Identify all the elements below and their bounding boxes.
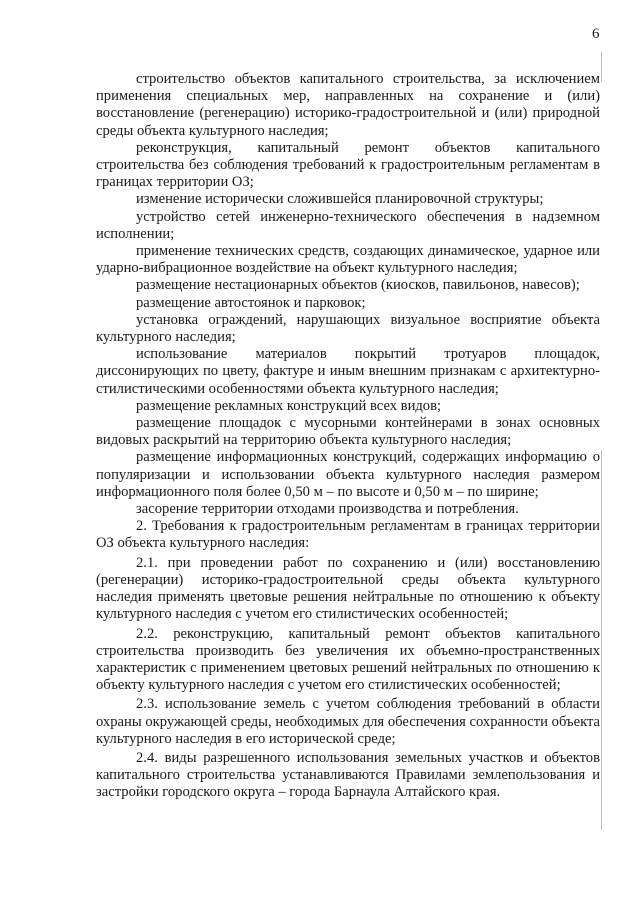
paragraph: установка ограждений, нарушающих визуальное восприятие объекта культурного наследия; (96, 311, 600, 346)
paragraph: размещение нестационарных объектов (киосков, павильонов, навесов); (136, 277, 580, 294)
paragraph: использование материалов покрытий тротуаров площадок, диссонирующих по цвету, фактуре и иным внешним признакам с архитектурно-стилистическими особенностями объекта культурного наследия; (96, 346, 600, 397)
paragraph: 2.2. реконструкцию, капитальный ремонт объектов капитального строительства производить без увеличения их объемно-пространственных характеристик с применением цветовых решений нейтральных по отношению к объекту культурного наследия с учетом его стилистических особенностей; (96, 625, 600, 694)
document-body (96, 71, 600, 802)
paragraph: размещение площадок с мусорными контейнерами в зонах основных видовых раскрытий на территорию объекта культурного наследия; (96, 415, 600, 449)
paragraph: засорение территории отходами производства и потребления. (136, 501, 519, 518)
paragraph: строительство объектов капитального строительства, за исключением применения специальных мер, направленных на сохранение и (или) восстановление (регенерацию) историко-градостроительной и (или) природной среды объекта культурного наследия; (96, 71, 600, 139)
paragraph: реконструкция, капитальный ремонт объектов капитального строительства без соблюдения требований к градостроительным регламентам в границах территории ОЗ; (96, 139, 600, 191)
page-number: 6 (592, 26, 600, 42)
scan-line (601, 450, 602, 830)
paragraph: 2.3. использование земель с учетом соблюдения требований в области охраны окружающей среды, необходимых для обеспечения сохранности объекта культурного наследия в его исторической среде; (96, 696, 600, 747)
paragraph: размещение автостоянок и парковок; (136, 294, 366, 311)
paragraph: 2.1. при проведении работ по сохранению и (или) восстановлению (регенерации) историко-градостроительной среды объекта культурного наследия применять цветовые решения нейтральные по отношению к объекту культурного наследия с учетом его стилистических особенностей; (96, 554, 600, 623)
paragraph: применение технических средств, создающих динамическое, ударное или ударно-вибрационное воздействие на объект культурного наследия; (96, 243, 600, 277)
paragraph: размещение рекламных конструкций всех видов; (136, 397, 442, 414)
scan-line (601, 52, 602, 82)
paragraph: 2. Требования к градостроительным регламентам в границах территории ОЗ объекта культурного наследия: (96, 518, 600, 552)
paragraph: устройство сетей инженерно-технического обеспечения в надземном исполнении; (96, 208, 600, 242)
paragraph: 2.4. виды разрешенного использования земельных участков и объектов капитального строительства устанавливаются Правилами землепользования и застройки городского округа – города Барнаула Алтайского края. (96, 749, 600, 801)
paragraph: размещение информационных конструкций, содержащих информацию о популяризации и использовании объекта культурного наследия размером информационного поля более 0,50 м – по высоте и 0,50 м – по ширине; (96, 449, 600, 500)
paragraph: изменение исторически сложившейся планировочной структуры; (136, 191, 544, 208)
